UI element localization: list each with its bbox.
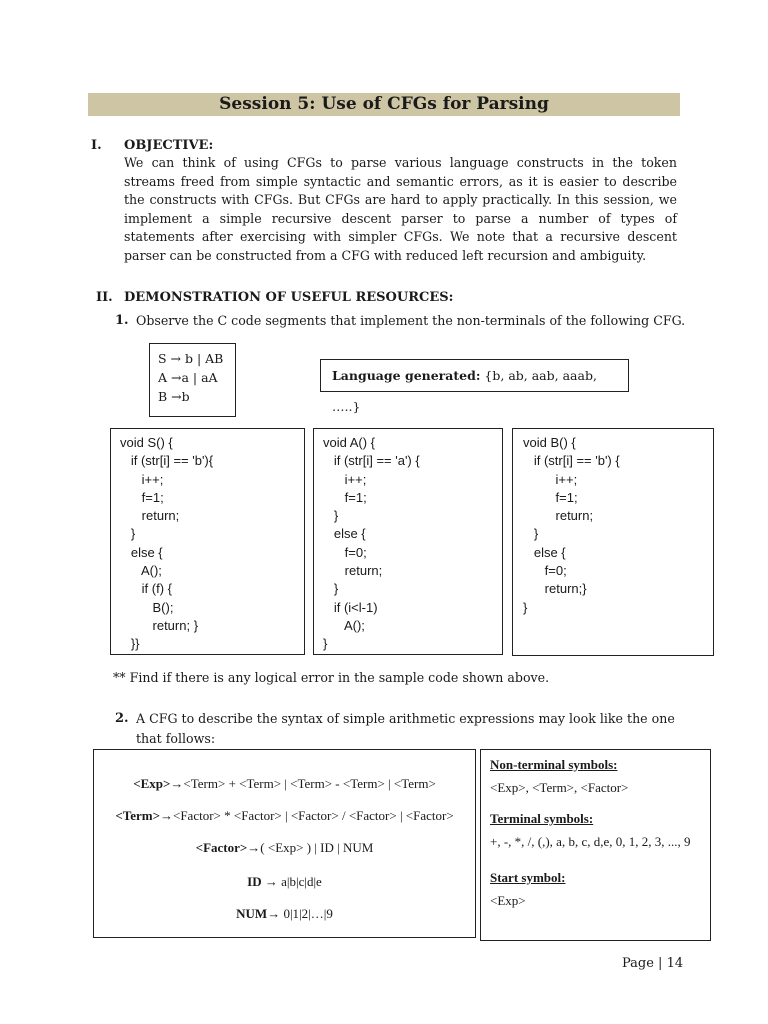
grammar-rule: B →b [158, 389, 190, 404]
nonterminal-value: <Exp>, <Term>, <Factor> [490, 780, 629, 795]
code-line: void S() { [120, 435, 173, 450]
cfg-rule-arrow: → [247, 840, 261, 855]
cfg-rule-lhs: <Exp> [133, 776, 171, 791]
item-text: Observe the C code segments that implement the non-terminals of the following CFG. [136, 313, 686, 328]
code-line: if (str[i] == 'a') { [323, 453, 420, 469]
section-heading: DEMONSTRATION OF USEFUL RESOURCES: [124, 290, 454, 305]
code-line: } [323, 636, 328, 652]
code-line: f=0; [323, 544, 367, 560]
code-line: return; [323, 563, 383, 579]
code-line: if (str[i] == 'b'){ [120, 453, 214, 469]
code-line: void A() { [323, 435, 376, 450]
grammar-box [149, 343, 236, 417]
code-line: } [120, 526, 136, 542]
cfg-rule [94, 808, 475, 824]
code-line: f=1; [323, 489, 367, 505]
cfg-rule-rhs: a|b|c|d|e [281, 874, 322, 889]
cfg-rule-lhs: ID [247, 874, 262, 889]
item-number: 1. [115, 313, 129, 328]
cfg-rule-rhs: <Term> + <Term> | <Term> - <Term> | <Term> [183, 776, 436, 791]
code-box-a [313, 428, 503, 655]
terminal-value: +, -, *, /, (,), a, b, c, d,e, 0, 1, 2, 3, ..., 9 [490, 834, 691, 849]
item-text: that follows: [136, 731, 216, 746]
symbols-box [480, 749, 711, 941]
code-line: return; } [120, 617, 199, 633]
nonterminal-label: Non-terminal symbols: [490, 757, 618, 772]
page-title: Session 5: Use of CFGs for Parsing [88, 93, 680, 116]
item-text: A CFG to describe the syntax of simple arithmetic expressions may look like the one [136, 711, 675, 726]
cfg-rule-rhs: ( <Exp> ) | ID | NUM [260, 840, 374, 855]
terminal-label: Terminal symbols: [490, 811, 594, 826]
code-line: f=1; [523, 489, 578, 505]
language-box [320, 359, 629, 414]
code-line: } [323, 581, 339, 597]
code-line: else { [523, 544, 566, 560]
code-line: B(); [120, 599, 174, 615]
code-line: if (i<l-1) [323, 599, 378, 615]
code-line: A(); [323, 617, 365, 633]
code-line: f=1; [120, 489, 164, 505]
cfg-rule [94, 906, 475, 922]
grammar-rule: A →a | aA [158, 370, 218, 385]
language-value: {b, ab, aab, aaab, …..} [332, 368, 597, 414]
cfg-rule-arrow: → [267, 906, 284, 921]
note-text: ** Find if there is any logical error in the sample code shown above. [113, 670, 550, 685]
code-line: i++; [523, 471, 578, 487]
section-number: I. [91, 138, 102, 153]
item-number: 2. [115, 711, 129, 726]
code-line: } [523, 526, 539, 542]
cfg-rule-lhs: <Term> [115, 808, 160, 823]
code-line: void B() { [523, 435, 576, 450]
code-line: } [523, 599, 528, 615]
page-number: Page | 14 [622, 956, 684, 971]
section-number: II. [96, 290, 113, 305]
section-heading: OBJECTIVE: [124, 138, 214, 153]
cfg-rule [94, 840, 475, 856]
cfg-rule-lhs: <Factor> [195, 840, 248, 855]
code-line: i++; [120, 471, 164, 487]
cfg-rule-arrow: → [170, 776, 184, 791]
cfg-rule-rhs: 0|1|2|…|9 [283, 906, 333, 921]
code-line: if (f) { [120, 581, 173, 597]
code-box-b [512, 428, 714, 656]
cfg-rule [94, 874, 475, 890]
code-line: else { [120, 544, 163, 560]
cfg-box [93, 749, 476, 938]
grammar-rule: S → b | AB [158, 351, 224, 366]
code-line: else { [323, 526, 366, 542]
cfg-rule-rhs: <Factor> * <Factor> | <Factor> / <Factor> | <Factor> [172, 808, 454, 823]
code-line: }} [120, 636, 140, 652]
start-label: Start symbol: [490, 870, 566, 885]
language-label: Language generated: [332, 368, 481, 383]
code-line: return;} [523, 581, 587, 597]
code-line: i++; [323, 471, 367, 487]
code-line: if (str[i] == 'b') { [523, 453, 620, 469]
code-line: f=0; [523, 563, 567, 579]
cfg-rule [94, 776, 475, 792]
cfg-rule-arrow: → [261, 874, 282, 889]
code-line: return; [120, 508, 180, 524]
code-line: return; [523, 508, 594, 524]
start-value: <Exp> [490, 893, 526, 908]
code-line: } [323, 508, 339, 524]
code-line: A(); [120, 563, 162, 579]
cfg-rule-lhs: NUM [236, 906, 268, 921]
objective-paragraph: We can think of using CFGs to parse various language constructs in the token streams freed from simple syntactic and semantic errors, as it is easier to describe the constructs with CFGs. But CFGs are hard to apply practically. In this session, we implement a simple recursive descent parser to parse a number of types of statements after exercising with simpler CFGs. We note that a recursive descent parser can be constructed from a CFG with reduced left recursion and ambiguity. [124, 155, 677, 263]
code-box-s [110, 428, 305, 655]
cfg-rule-arrow: → [159, 808, 173, 823]
